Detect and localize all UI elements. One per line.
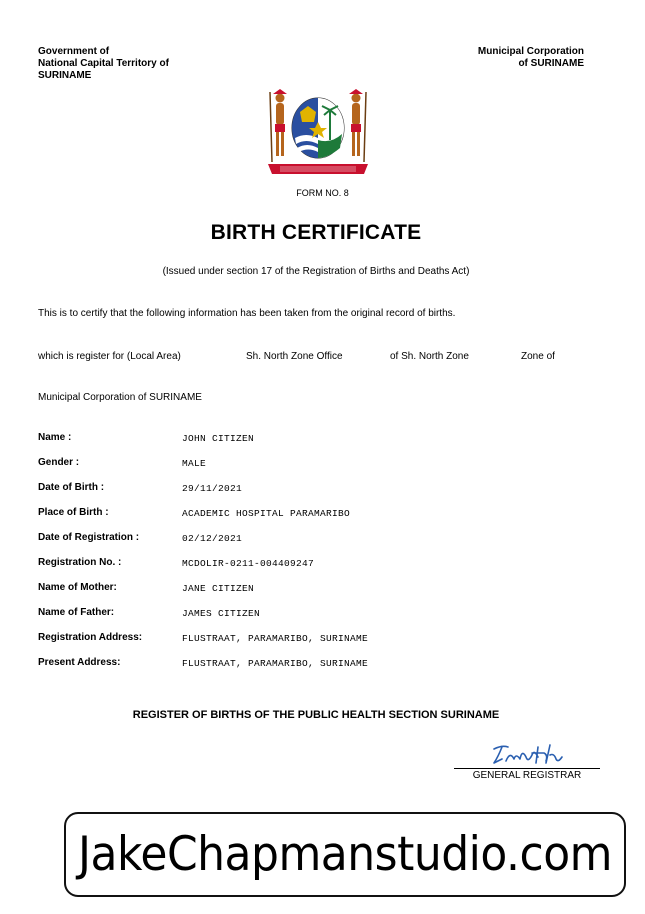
field-registration-no [38,557,598,582]
field-present-address [38,657,598,682]
field-value: MALE [182,458,207,469]
signature-line [454,768,600,769]
field-value: 29/11/2021 [182,483,243,494]
watermark-text: JakeChapmanstudio.com [78,826,612,883]
register-footer: REGISTER OF BIRTHS OF THE PUBLIC HEALTH SECTION SURINAME [132,709,500,721]
registrar-label: GENERAL REGISTRAR [472,770,582,781]
field-value: JOHN CITIZEN [182,433,255,444]
register-zone: of Sh. North Zone [390,351,469,362]
field-date-of-registration [38,532,598,557]
field-value: FLUSTRAAT, PARAMARIBO, SURINAME [182,633,369,644]
field-label: Registration Address: [38,632,143,643]
issuer-municipal [478,46,584,70]
certify-statement: This is to certify that the following information has been taken from the original record of births. [38,308,456,319]
document-title: BIRTH CERTIFICATE [210,221,422,244]
handwritten-signature [488,741,568,767]
field-label: Present Address: [38,657,121,668]
suriname-coat-of-arms-icon [264,88,372,178]
field-value: JANE CITIZEN [182,583,255,594]
register-zone-of: Zone of [521,351,555,362]
document-subtitle: (Issued under section 17 of the Registration of Births and Deaths Act) [162,266,470,277]
field-name [38,432,598,457]
municipal-line-2: of SURINAME [518,58,584,69]
shield [292,98,344,158]
field-label: Registration No. : [38,557,122,568]
left-supporter-figure [270,89,287,162]
register-local-area-label: which is register for (Local Area) [38,351,181,362]
field-value: MCDOLIR-0211-004409247 [182,558,315,569]
field-value: JAMES CITIZEN [182,608,261,619]
municipal-corporation-line: Municipal Corporation of SURINAME [38,392,202,403]
motto-ribbon [268,164,368,174]
field-label: Date of Birth : [38,482,105,493]
issuer-line-2: National Capital Territory of [38,58,169,69]
field-place-of-birth [38,507,598,532]
form-number: FORM NO. 8 [296,188,349,198]
field-gender [38,457,598,482]
municipal-line-1: Municipal Corporation [477,46,584,57]
field-name-of-mother [38,582,598,607]
field-label: Gender : [38,457,80,468]
issuer-line-1: Government of [38,46,110,57]
field-label: Name : [38,432,72,443]
field-value: FLUSTRAAT, PARAMARIBO, SURINAME [182,658,369,669]
field-label: Date of Registration : [38,532,140,543]
watermark-banner [64,812,626,897]
field-registration-address [38,632,598,657]
issuer-government [38,46,169,82]
right-supporter-figure [349,89,366,162]
field-date-of-birth [38,482,598,507]
register-office: Sh. North Zone Office [246,351,343,362]
field-value: 02/12/2021 [182,533,243,544]
certificate-fields [38,432,598,682]
field-name-of-father [38,607,598,632]
issuer-line-3: SURINAME [38,70,92,81]
register-location-row [38,351,598,365]
field-value: ACADEMIC HOSPITAL PARAMARIBO [182,508,351,519]
field-label: Place of Birth : [38,507,109,518]
field-label: Name of Father: [38,607,115,618]
field-label: Name of Mother: [38,582,117,593]
